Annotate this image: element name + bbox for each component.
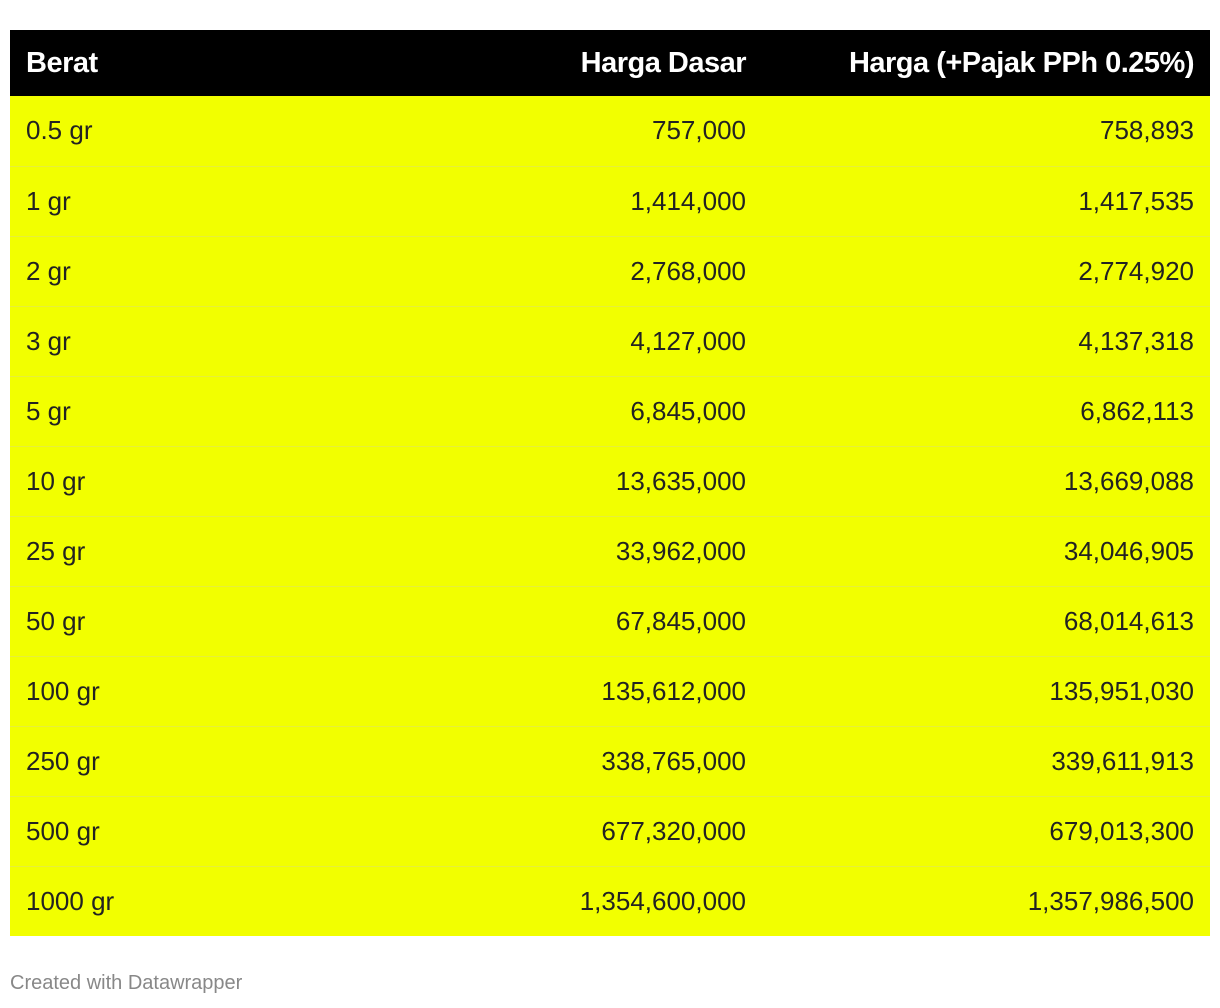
cell-price-with-tax: 68,014,613 <box>762 586 1210 656</box>
table-row <box>10 236 1210 306</box>
table-row <box>10 376 1210 446</box>
cell-weight: 10 gr <box>10 446 210 516</box>
table-row <box>10 796 1210 866</box>
cell-base-price: 2,768,000 <box>210 236 762 306</box>
cell-weight: 2 gr <box>10 236 210 306</box>
cell-weight: 100 gr <box>10 656 210 726</box>
cell-price-with-tax: 6,862,113 <box>762 376 1210 446</box>
cell-price-with-tax: 339,611,913 <box>762 726 1210 796</box>
header-base-price[interactable]: Harga Dasar <box>580 46 746 79</box>
table-row <box>10 586 1210 656</box>
cell-weight: 250 gr <box>10 726 210 796</box>
table-row <box>10 726 1210 796</box>
table-row <box>10 446 1210 516</box>
cell-price-with-tax: 13,669,088 <box>762 446 1210 516</box>
cell-price-with-tax: 758,893 <box>1100 115 1194 146</box>
table-header <box>10 30 1210 96</box>
cell-base-price: 1,414,000 <box>210 166 762 236</box>
header-weight[interactable]: Berat <box>26 46 98 79</box>
cell-base-price: 757,000 <box>652 115 746 146</box>
cell-base-price: 4,127,000 <box>210 306 762 376</box>
cell-price-with-tax: 4,137,318 <box>762 306 1210 376</box>
header-price-with-tax[interactable]: Harga (+Pajak PPh 0.25%) <box>848 46 1194 79</box>
cell-weight: 1 gr <box>10 166 210 236</box>
cell-weight: 1000 gr <box>10 866 210 936</box>
cell-weight: 25 gr <box>10 516 210 586</box>
cell-base-price: 67,845,000 <box>210 586 762 656</box>
cell-weight: 500 gr <box>10 796 210 866</box>
cell-weight: 50 gr <box>10 586 210 656</box>
cell-price-with-tax: 34,046,905 <box>762 516 1210 586</box>
cell-base-price: 6,845,000 <box>210 376 762 446</box>
cell-price-with-tax: 679,013,300 <box>762 796 1210 866</box>
datawrapper-credit: Created with Datawrapper <box>10 972 243 994</box>
table-row <box>10 866 1210 936</box>
cell-price-with-tax: 1,417,535 <box>762 166 1210 236</box>
cell-price-with-tax: 135,951,030 <box>762 656 1210 726</box>
table-row <box>10 656 1210 726</box>
table-body <box>10 96 1210 936</box>
cell-base-price: 33,962,000 <box>210 516 762 586</box>
cell-base-price: 1,354,600,000 <box>210 866 762 936</box>
cell-weight: 0.5 gr <box>26 115 93 146</box>
cell-weight: 3 gr <box>10 306 210 376</box>
price-table-container <box>10 30 1210 936</box>
table-row <box>10 166 1210 236</box>
price-table <box>10 30 1210 936</box>
table-row <box>10 96 1210 166</box>
table-row <box>10 306 1210 376</box>
cell-price-with-tax: 1,357,986,500 <box>762 866 1210 936</box>
cell-base-price: 677,320,000 <box>210 796 762 866</box>
cell-price-with-tax: 2,774,920 <box>762 236 1210 306</box>
cell-base-price: 13,635,000 <box>210 446 762 516</box>
cell-weight: 5 gr <box>10 376 210 446</box>
cell-base-price: 135,612,000 <box>210 656 762 726</box>
cell-base-price: 338,765,000 <box>210 726 762 796</box>
header-row <box>10 30 1210 96</box>
table-row <box>10 516 1210 586</box>
